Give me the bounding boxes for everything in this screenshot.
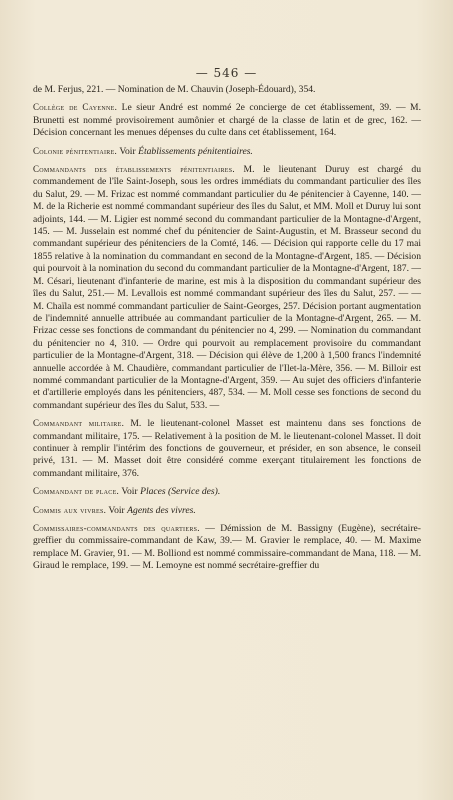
entry-cross-reference: Agents des vivres.: [127, 504, 196, 516]
entry-heading: Commandant militaire.: [33, 418, 125, 429]
entry-text: Le sieur André est nommé 2e concierge de cet établissement, 39. — M. Brunetti est nommé provisoirement aumônier et chargé de la classe de latin et de grec, 162. — Décision concernant les menues dépenses du culte dans cet établissement, 164.: [33, 102, 421, 139]
entry-commis-vivres: [33, 504, 421, 517]
index-entries: [33, 84, 421, 573]
entry-text: M. le lieutenant-colonel Masset est maintenu dans ses fonctions de commandant militaire, 175. — Relativement à la position de M. le lieutenant-colonel Masset. Il doit continuer à remplir l'intérim des fonctions de gouverneur, et présider, en son absence, le conseil privé, 131. — M. Masset doit être considéré comme exerçant titulairement les fonctions de commandant militaire, 376.: [33, 418, 421, 479]
entry-text: — Démission de M. Bassigny (Eugène), secrétaire-greffier du commissaire-commandant de Kaw, 39.— M. Gravier le remplace, 40. — M. Maxime remplace M. Gravier, 91. — M. Bolliond est nommé commissaire-commandant de Mana, 118. — M. Giraud le remplace, 199. — M. Lemoyne est nommé secrétaire-greffier du: [33, 523, 421, 572]
entry-continuation: [33, 84, 421, 96]
entry-text: Voir: [106, 504, 128, 516]
entry-college-cayenne: [33, 101, 421, 139]
entry-commandants-etablissements: [33, 163, 421, 412]
entry-heading: Colonie pénitentiaire.: [33, 145, 118, 156]
entry-text: de M. Ferjus, 221. — Nomination de M. Chauvin (Joseph-Édouard), 354.: [33, 84, 316, 95]
page-number: — 546 —: [195, 66, 258, 80]
entry-text: Voir: [117, 145, 139, 157]
entry-heading: Collège de Cayenne.: [33, 102, 118, 113]
entry-colonie-penitentiaire: [33, 145, 421, 158]
entry-heading: Commissaires-commandants des quartiers.: [33, 523, 200, 533]
entry-cross-reference: Établissements pénitentiaires.: [138, 145, 253, 157]
entry-heading: Commandant de place.: [33, 486, 120, 497]
entry-text: M. le lieutenant Duruy est chargé du commandement de l'île Saint-Joseph, sous les ordres immédiats du commandant particulier des îles du Salut, 29. — M. Frizac est nommé commandant particulier du 4e pénitencier à Cayenne, 140. — M. de la Richerie est nommé commandant supérieur des îles du Salut, et MM. Moll et Duruy lui sont adjoints, 144. — M. Ligier est nommé second du commandant particulier de la Montagne-d'Argent, 145. — M. Jusselain est nommé chef du pénitencier de Saint-Augustin, et M. Brasseur second du commandant supérieur des pénitenciers de la Comté, 146. — Décision qui rapporte celle du 17 mai 1855 relative à la nomination du commandant en second de la Montagne-d'Argent, 185. — Décision qui pourvoit à la nomination du second du commandant particulier de la Montagne-d'Argent, 187. — M. Césari, lieutenant d'infanterie de marine, est mis à la disposition du commandant supérieur des îles du Salut, 251.— M. Levallois est nommé commandant supérieur des îles du Salut, 257. — — M. Chaïla est nommé commandant particulier de Saint-Georges, 257. Décision portant augmentation de l'indemnité annuelle attribuée au commandant particulier de la Montagne-d'Argent, 265. — M. Frizac cesse ses fonctions de commandant du pénitencier no 4, 299. — Nomination du commandant du pénitencier no 4, 310. — Ordre qui pourvoit au remplacement provisoire du commandant particulier de la Montagne-d'Argent, 318. — Décision qui élève de 1,200 à 1,500 francs l'indemnité annuelle accordée à M. Chaudière, commandant particulier de l'Ilet-la-Mère, 356. — M. Billoir est nommé commandant particulier de la Montagne-d'Argent, 359. — Au sujet des officiers d'infanterie et d'artillerie employés dans les pénitenciers, 487, 534. — M. Moll cesse ses fonctions de second du commandant supérieur des îles du Salut, 533. —: [33, 164, 421, 411]
entry-heading: Commandants des établissements pénitentiaires.: [33, 164, 235, 175]
entry-heading: Commis aux vivres.: [33, 504, 107, 515]
entry-cross-reference: Places (Service des).: [140, 486, 221, 498]
entry-text: Voir: [119, 486, 141, 498]
entry-commissaires-commandants: [33, 522, 421, 573]
entry-commandant-place: [33, 485, 421, 498]
entry-commandant-militaire: [33, 417, 421, 480]
